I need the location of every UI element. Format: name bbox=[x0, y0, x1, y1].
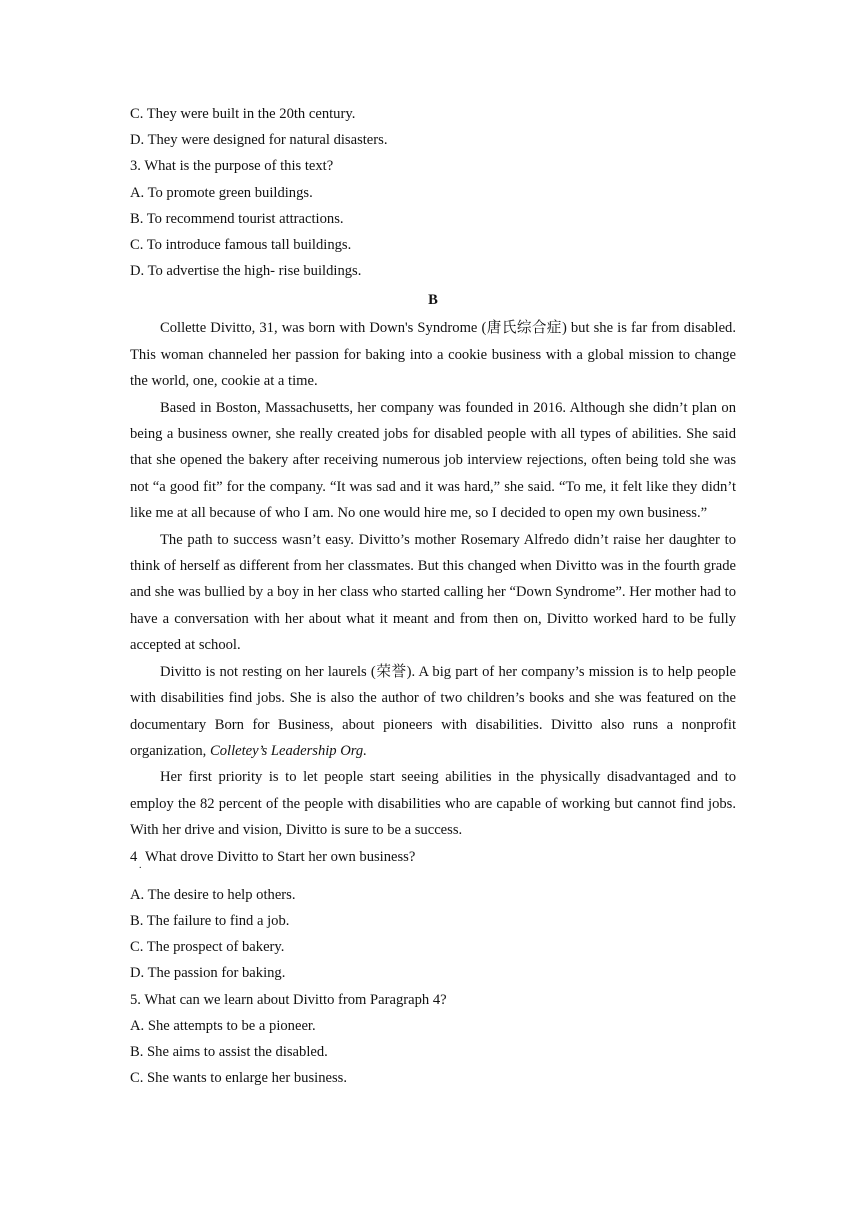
q3-option-a: A. To promote green buildings. bbox=[130, 184, 313, 201]
q3-option-d: D. To advertise the high- rise buildings. bbox=[130, 263, 362, 280]
paragraph-4 bbox=[130, 659, 736, 765]
organization-name: Colletey’s Leadership Org. bbox=[209, 742, 367, 759]
q4-question: What drove Divitto to Start her own business? bbox=[145, 848, 416, 865]
q3-option-b: B. To recommend tourist attractions. bbox=[130, 210, 344, 227]
paragraph-2: Based in Boston, Massachusetts, her company was founded in 2016. Although she didn’t plan on being a business owner, she really created jobs for disabled people with all types of abilities. She said that she opened the bakery after receiving numerous job interview rejections, often being told she was not “a good fit” for the company. “It was sad and it was hard,” she said. “To me, it felt like they didn’t like me at all because of who I am. No one would hire me, so I decided to open my own business.” bbox=[130, 399, 736, 522]
q2-option-c: C. They were built in the 20th century. bbox=[130, 106, 356, 122]
q4-dot-mark: . bbox=[139, 859, 142, 871]
q5-option-c: C. She wants to enlarge her business. bbox=[130, 1070, 347, 1087]
q5-option-a: A. She attempts to be a pioneer. bbox=[130, 1017, 316, 1034]
q4-option-a: A. The desire to help others. bbox=[130, 886, 296, 903]
q4-number: 4 bbox=[130, 848, 138, 865]
spacer bbox=[130, 870, 736, 882]
q4-option-d: D. The passion for baking. bbox=[130, 965, 286, 982]
paragraph-5: Her first priority is to let people start seeing abilities in the physically disadvantaged and to employ the 82 percent of the people with disabilities who are capable of working but cannot find jobs. With her drive and vision, Divitto is sure to be a success. bbox=[130, 769, 736, 839]
q4-option-b: B. The failure to find a job. bbox=[130, 912, 290, 929]
paragraph-1: Collette Divitto, 31, was born with Down's Syndrome (唐氏综合症) but she is far from disabled. This woman channeled her passion for baking into a cookie business with a global mission to change the world, one, cookie at a time. bbox=[130, 320, 736, 390]
document-page bbox=[130, 101, 736, 1091]
q2-option-d: D. They were designed for natural disasters. bbox=[130, 132, 388, 149]
paragraph-4-text: Divitto is not resting on her laurels (荣誉). A big part of her company’s mission is to help people with disabilities find jobs. She is also the author of two children’s books and she was featured on the documentary Born for Business, about pioneers with disabilities. Divitto also runs a nonprofit organization, bbox=[130, 663, 736, 759]
section-title: B bbox=[428, 292, 438, 309]
q3-option-c: C. To introduce famous tall buildings. bbox=[130, 237, 352, 254]
q5-option-b: B. She aims to assist the disabled. bbox=[130, 1043, 328, 1060]
q4-option-c: C. The prospect of bakery. bbox=[130, 939, 285, 956]
q3-question: 3. What is the purpose of this text? bbox=[130, 158, 334, 175]
paragraph-3: The path to success wasn’t easy. Divitto’s mother Rosemary Alfredo didn’t raise her daughter to think of herself as different from her classmates. But this changed when Divitto was in the fourth grade and she was bullied by a boy in her class who started calling her “Down Syndrome”. Her mother had to have a conversation with her about what it meant and from then on, Divitto worked hard to be fully accepted at school. bbox=[130, 531, 736, 654]
q5-question: 5. What can we learn about Divitto from Paragraph 4? bbox=[130, 991, 447, 1008]
q4-question-line bbox=[130, 844, 736, 870]
